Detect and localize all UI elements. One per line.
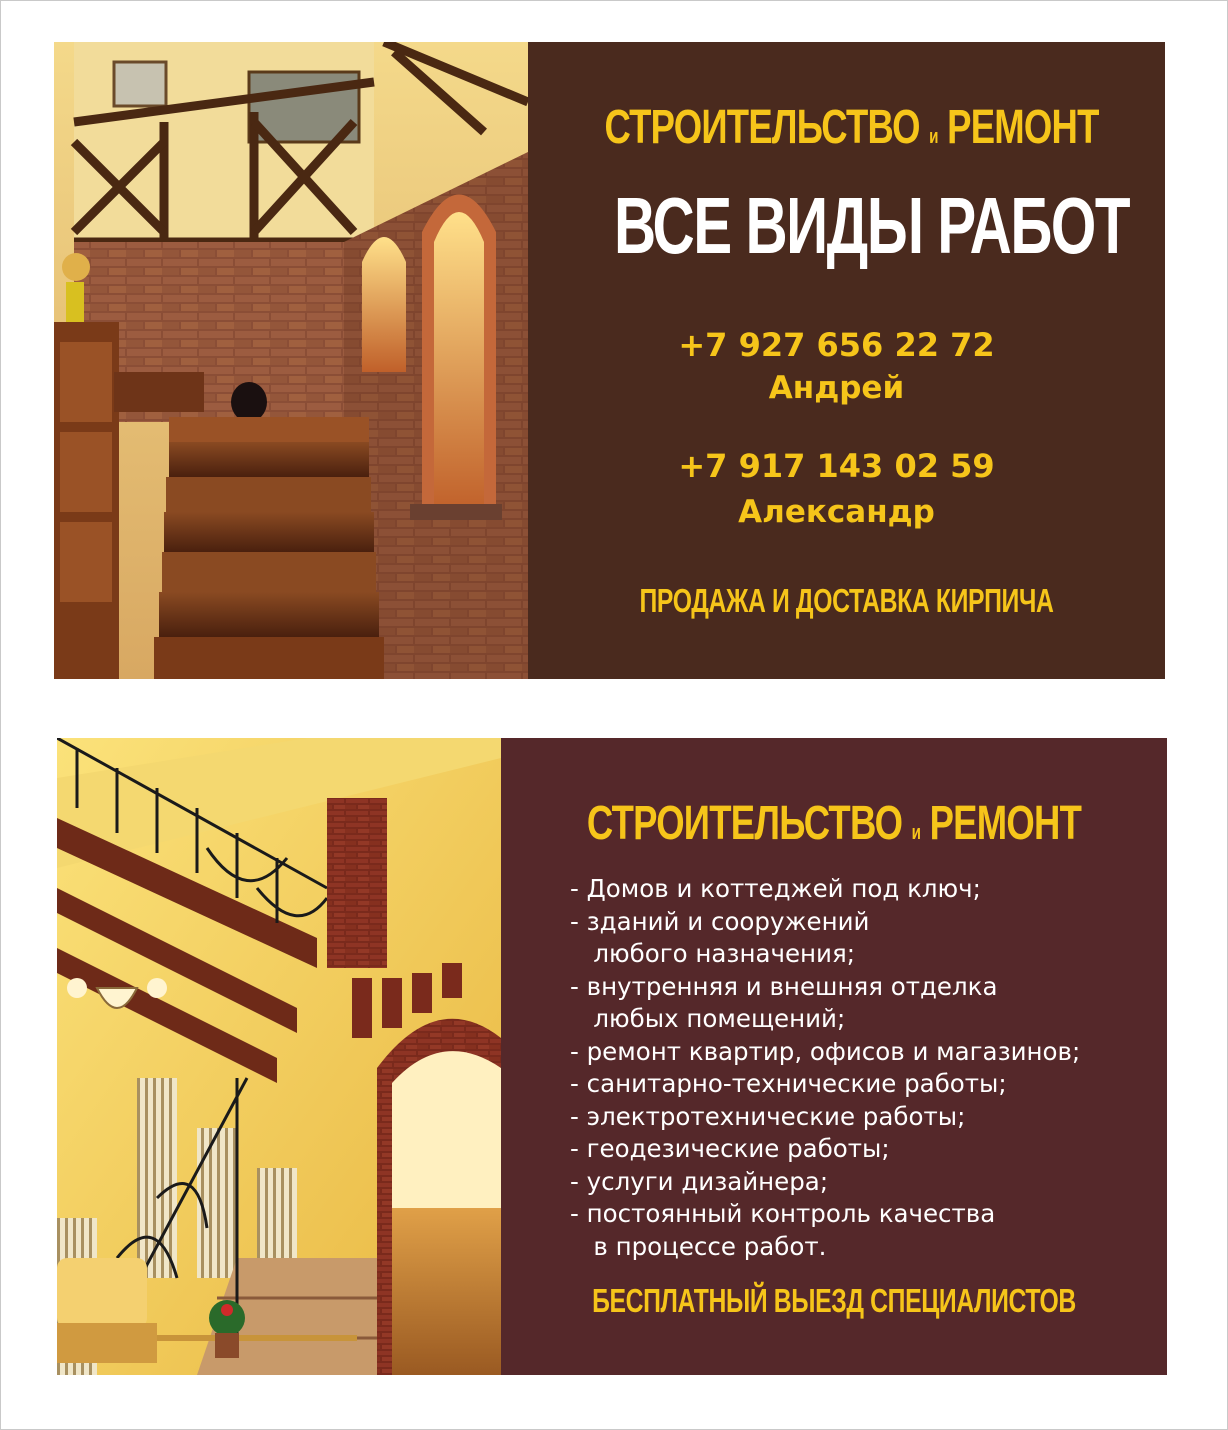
service-item: в процессе работ. xyxy=(570,1231,827,1261)
service-item: - постоянный контроль качества xyxy=(570,1199,996,1228)
card2-text-panel xyxy=(501,738,1167,1375)
card1-headline xyxy=(604,100,1099,155)
card2-footer: БЕСПЛАТНЫЙ ВЫЕЗД СПЕЦИАЛИСТОВ xyxy=(592,1282,1076,1319)
headline-connector: и xyxy=(911,822,921,844)
contact-name-1: Андрей xyxy=(768,370,905,406)
headline-left-word: СТРОИТЕЛЬСТВО xyxy=(586,797,903,850)
service-item: - внутренняя и внешняя отделка xyxy=(570,971,998,1001)
staircase-yellow-interior-photo xyxy=(57,738,501,1375)
service-item: любого назначения; xyxy=(570,939,855,968)
business-card-back xyxy=(57,738,1167,1375)
headline-connector: и xyxy=(929,126,938,148)
contact-phone-1: +7 927 656 22 72 xyxy=(678,326,995,364)
business-card-front xyxy=(54,42,1165,679)
service-item: - электротехнические работы; xyxy=(570,1101,966,1131)
headline-left-word: СТРОИТЕЛЬСТВО xyxy=(604,101,920,154)
card2-headline xyxy=(581,796,1087,851)
services-list xyxy=(570,873,1080,1263)
card1-big-title: ВСЕ ВИДЫ РАБОТ xyxy=(613,181,1130,270)
service-item: - Домов и коттеджей под ключ; xyxy=(570,874,981,903)
service-item: - геодезические работы; xyxy=(570,1134,890,1163)
service-item: любых помещений; xyxy=(570,1004,846,1033)
service-item: - услуги дизайнера; xyxy=(570,1166,829,1196)
service-item: - санитарно-технические работы; xyxy=(570,1069,1007,1098)
service-item: - зданий и сооружений xyxy=(570,906,870,936)
staircase-brick-interior-photo xyxy=(54,42,528,679)
headline-right-word: РЕМОНТ xyxy=(929,797,1082,850)
card1-footer: ПРОДАЖА И ДОСТАВКА КИРПИЧА xyxy=(639,582,1054,619)
service-item: - ремонт квартир, офисов и магазинов; xyxy=(570,1036,1081,1066)
contact-phone-2: +7 917 143 02 59 xyxy=(678,447,995,485)
card1-text-panel xyxy=(528,42,1165,679)
headline-right-word: РЕМОНТ xyxy=(947,101,1099,154)
contact-name-2: Александр xyxy=(738,494,935,530)
